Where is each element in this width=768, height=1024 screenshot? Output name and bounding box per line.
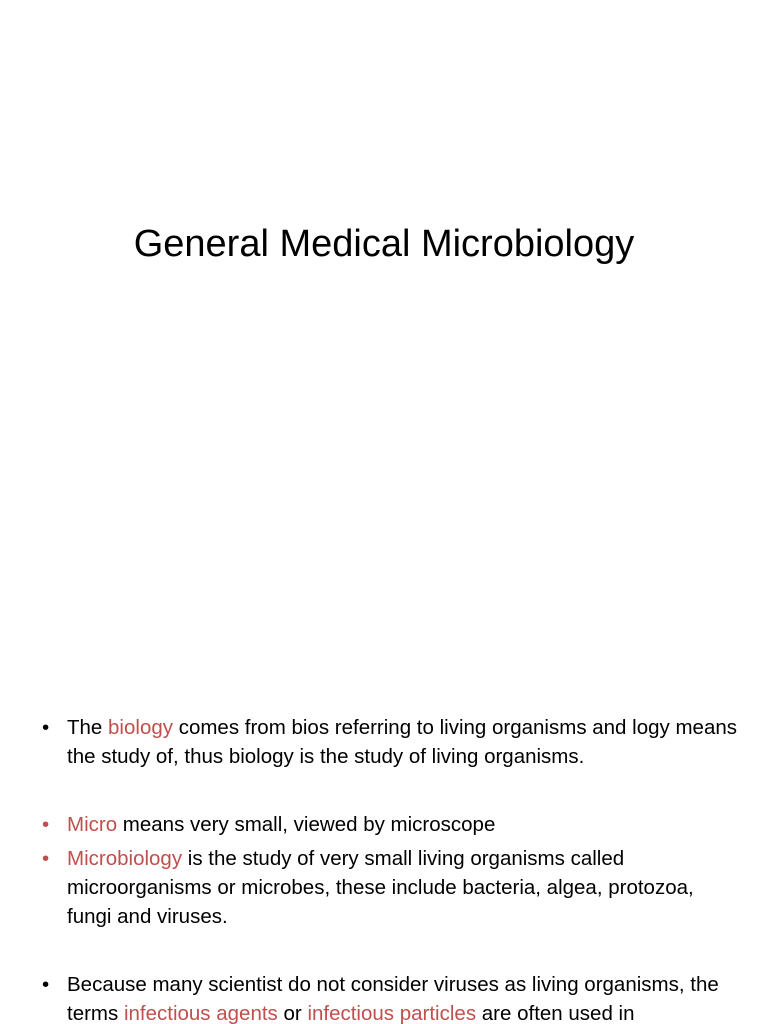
bullet-item-micro xyxy=(42,810,742,839)
bullet-text: means very small, viewed by microscope xyxy=(117,813,496,836)
highlighted-term: infectious particles xyxy=(307,1002,477,1024)
bullet-list xyxy=(42,713,742,1024)
bullet-marker: • xyxy=(42,973,50,996)
bullet-item-biology xyxy=(42,713,742,771)
bullet-text: is the study of very small living organisms called microorganisms or microbes, these include bacteria, algea, protozoa, fungi and viruses. xyxy=(67,847,694,928)
bullet-text: or xyxy=(277,1002,308,1024)
bullet-item-viruses xyxy=(42,970,742,1024)
highlighted-term: Micro xyxy=(67,813,118,836)
bullet-text: comes from bios referring to living organisms and logy means the study of, thus biology is the study of living organisms. xyxy=(67,716,737,768)
highlighted-term: infectious agents xyxy=(123,1002,278,1024)
bullet-marker: • xyxy=(42,716,50,739)
bullet-text: are often used in xyxy=(476,1002,635,1024)
bullet-text: Because many scientist do not consider viruses as living organisms, the terms xyxy=(67,973,719,1024)
slide-title: General Medical Microbiology xyxy=(133,223,635,265)
bullet-marker: • xyxy=(42,813,50,836)
bullet-text: The xyxy=(67,716,109,739)
bullet-item-microbiology xyxy=(42,844,742,931)
highlighted-term: biology xyxy=(108,716,173,739)
bullet-marker: • xyxy=(42,847,50,870)
highlighted-term: Microbiology xyxy=(67,847,183,870)
